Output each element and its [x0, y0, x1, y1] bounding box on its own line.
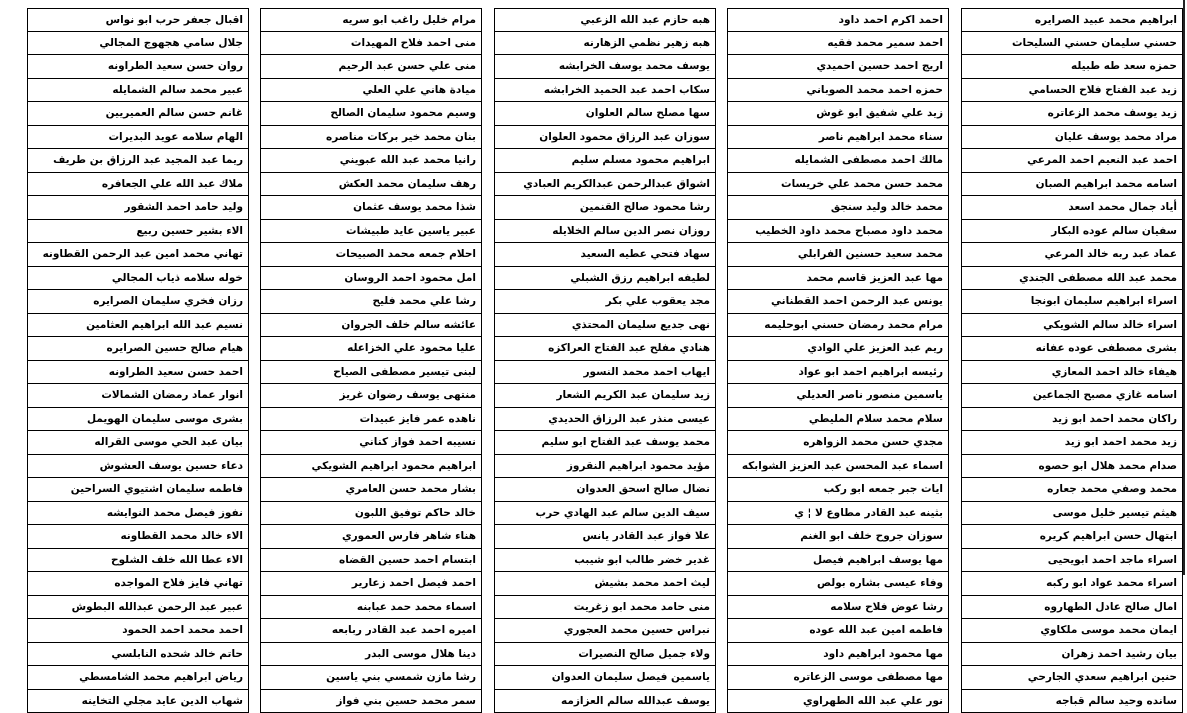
- name-cell: سها مصلح سالم العلوان: [494, 102, 716, 126]
- name-cell: هيام صالح حسين الصرايره: [27, 337, 249, 361]
- name-cell: ايهاب احمد محمد النسور: [494, 361, 716, 385]
- names-column-5: [27, 8, 249, 713]
- name-cell: رئيسه ابراهيم احمد ابو عواد: [727, 361, 949, 385]
- name-cell: ايات جبر جمعه ابو ركب: [727, 478, 949, 502]
- name-cell: نبراس حسين محمد العجوري: [494, 619, 716, 643]
- name-cell: نضال صالح اسحق العدوان: [494, 478, 716, 502]
- name-cell: الهام سلامه عويد البديرات: [27, 126, 249, 150]
- name-cell: ريما عبد المجيد عبد الرزاق بن طريف: [27, 149, 249, 173]
- name-cell: محمد وصفي محمد جعاره: [961, 478, 1183, 502]
- name-cell: زيد عبد الفتاح فلاح الحسامي: [961, 79, 1183, 103]
- name-cell: منتهى يوسف رضوان غريز: [260, 384, 482, 408]
- name-cell: وفاء عيسى بشاره بولص: [727, 572, 949, 596]
- name-cell: احمد سمير محمد فقيه: [727, 32, 949, 56]
- name-cell: سناء محمد ابراهيم ناصر: [727, 126, 949, 150]
- name-cell: عماد عبد ربه خالد المرعي: [961, 243, 1183, 267]
- name-cell: وسيم محمود سليمان الصالح: [260, 102, 482, 126]
- name-cell: محمد حسن محمد علي خريسات: [727, 173, 949, 197]
- name-cell: يوسف عبدالله سالم العزازمه: [494, 690, 716, 713]
- name-cell: عائشه سالم خلف الجروان: [260, 314, 482, 338]
- name-cell: انوار عماد رمضان الشمالات: [27, 384, 249, 408]
- name-cell: اسراء ماجد احمد ابويحيى: [961, 549, 1183, 573]
- name-cell: رشا مازن شمسي بني ياسين: [260, 666, 482, 690]
- name-cell: اسراء محمد عواد ابو ركبه: [961, 572, 1183, 596]
- name-cell: احلام جمعه محمد الصبيحات: [260, 243, 482, 267]
- name-cell: سكاب احمد عبد الحميد الخرابشه: [494, 79, 716, 103]
- name-cell: خالد حاكم توفيق اللبون: [260, 502, 482, 526]
- name-cell: مها عبد العزيز قاسم محمد: [727, 267, 949, 291]
- name-cell: زيد يوسف محمد الزعاتره: [961, 102, 1183, 126]
- name-cell: احمد حسن سعيد الطراونه: [27, 361, 249, 385]
- name-cell: سلام محمد سلام المليطي: [727, 408, 949, 432]
- name-cell: لبنى تيسير مصطفى الصياح: [260, 361, 482, 385]
- name-cell: عبير محمد سالم الشمايله: [27, 79, 249, 103]
- names-column-2: [727, 8, 949, 713]
- name-cell: سوزان عبد الرزاق محمود العلوان: [494, 126, 716, 150]
- name-cell: علا فواز عبد القادر يانس: [494, 525, 716, 549]
- name-cell: زيد سليمان عبد الكريم الشعار: [494, 384, 716, 408]
- name-cell: بثينه عبد القادر مطاوع لا ¦ ي: [727, 502, 949, 526]
- name-cell: لطيفه ابراهيم رزق الشبلي: [494, 267, 716, 291]
- name-cell: شذا محمد يوسف عثمان: [260, 196, 482, 220]
- name-cell: بيان رشيد احمد زهران: [961, 643, 1183, 667]
- name-cell: امل محمود احمد الروسان: [260, 267, 482, 291]
- name-cell: رزان فخري سليمان الصرايره: [27, 290, 249, 314]
- name-cell: مها يوسف ابراهيم فيصل: [727, 549, 949, 573]
- right-edge-rule: [1183, 0, 1185, 575]
- name-cell: منى احمد فلاح المهيدات: [260, 32, 482, 56]
- name-cell: بيان عبد الحي موسى القراله: [27, 431, 249, 455]
- name-cell: رشا محمود صالح القنمين: [494, 196, 716, 220]
- name-cell: غدير خضر طالب ابو شيبب: [494, 549, 716, 573]
- name-cell: مرام خليل راغب ابو سريه: [260, 8, 482, 32]
- name-cell: مجدي حسن محمد الزواهره: [727, 431, 949, 455]
- name-cell: بشرى مصطفى عوده عفانه: [961, 337, 1183, 361]
- name-cell: ليث احمد محمد بشيش: [494, 572, 716, 596]
- name-cell: ميادة هاني علي العلي: [260, 79, 482, 103]
- name-cell: سوزان جروح خلف ابو الغنم: [727, 525, 949, 549]
- name-cell: أياد جمال محمد اسعد: [961, 196, 1183, 220]
- name-cell: فاطمه امين عبد الله عوده: [727, 619, 949, 643]
- name-cell: سفيان سالم عوده البكار: [961, 220, 1183, 244]
- name-cell: عبير ياسين عايد طبيشات: [260, 220, 482, 244]
- name-cell: زيد محمد احمد ابو زيد: [961, 431, 1183, 455]
- name-cell: ابراهيم محمود ابراهيم الشويكي: [260, 455, 482, 479]
- name-cell: ايمان محمد موسى ملكاوي: [961, 619, 1183, 643]
- name-cell: منى علي حسن عبد الرحيم: [260, 55, 482, 79]
- names-column-1: [961, 8, 1183, 713]
- name-cell: سانده وحيد سالم قباجه: [961, 690, 1183, 713]
- name-cell: رشا عوض فلاح سلامه: [727, 596, 949, 620]
- names-column-4: [260, 8, 482, 713]
- name-cell: اميره احمد عبد القادر ربابعه: [260, 619, 482, 643]
- name-cell: بشرى موسى سليمان الهويمل: [27, 408, 249, 432]
- name-cell: مها محمود ابراهيم داود: [727, 643, 949, 667]
- name-cell: احمد فيصل احمد زعارير: [260, 572, 482, 596]
- name-cell: محمد عبد الله مصطفى الجندي: [961, 267, 1183, 291]
- name-cell: يونس عبد الرحمن احمد القطناني: [727, 290, 949, 314]
- name-cell: مؤيد محمود ابراهيم النقروز: [494, 455, 716, 479]
- name-cell: حاتم خالد شحده النابلسي: [27, 643, 249, 667]
- name-cell: هبه حازم عبد الله الزعبي: [494, 8, 716, 32]
- name-cell: نهى جديع سليمان المحتذي: [494, 314, 716, 338]
- name-cell: دعاء حسين يوسف العشوش: [27, 455, 249, 479]
- name-cell: هبه زهير نظمي الزهارنه: [494, 32, 716, 56]
- name-cell: سيف الدين سالم عبد الهادي حرب: [494, 502, 716, 526]
- name-cell: دينا هلال موسى البدر: [260, 643, 482, 667]
- name-cell: تهاني محمد امين عبد الرحمن القطاونه: [27, 243, 249, 267]
- name-cell: رشا علي محمد فليح: [260, 290, 482, 314]
- name-cell: ريم عبد العزيز علي الوادي: [727, 337, 949, 361]
- name-cell: محمد سعيد حسنين الفرابلي: [727, 243, 949, 267]
- name-cell: ناهده عمر فايز عبيدات: [260, 408, 482, 432]
- name-cell: هنادي مفلح عبد الفتاح العراكزه: [494, 337, 716, 361]
- name-cell: ابتسام احمد حسين القضاه: [260, 549, 482, 573]
- name-cell: اسراء خالد سالم الشويكي: [961, 314, 1183, 338]
- name-cell: عيسى منذر عبد الرزاق الحديدي: [494, 408, 716, 432]
- name-cell: محمد خالد وليد سنجق: [727, 196, 949, 220]
- name-cell: هيفاء خالد احمد المعازي: [961, 361, 1183, 385]
- name-cell: احمد محمد احمد الحمود: [27, 619, 249, 643]
- name-cell: امال صالح عادل الطهاروه: [961, 596, 1183, 620]
- name-cell: اشواق عبدالرحمن عبدالكريم العبادي: [494, 173, 716, 197]
- name-cell: سمر محمد حسين بني فواز: [260, 690, 482, 713]
- name-cell: ابراهيم محمد عبيد الصرايره: [961, 8, 1183, 32]
- name-cell: مالك احمد مصطفى الشمايله: [727, 149, 949, 173]
- name-cell: نسيم عبد الله ابراهيم العثامين: [27, 314, 249, 338]
- name-cell: نسيبه احمد فواز كناني: [260, 431, 482, 455]
- name-cell: محمد يوسف عبد الفتاح ابو سليم: [494, 431, 716, 455]
- name-cell: اريج احمد حسين احميدي: [727, 55, 949, 79]
- name-cell: بشار محمد حسن العامري: [260, 478, 482, 502]
- name-cell: ملاك عبد الله علي الجعافره: [27, 173, 249, 197]
- name-cell: حمزه احمد محمد الصوباني: [727, 79, 949, 103]
- name-cell: صدام محمد هلال ابو حصوه: [961, 455, 1183, 479]
- name-cell: وليد حامد احمد الشقور: [27, 196, 249, 220]
- name-cell: رياض ابراهيم محمد الشامسطي: [27, 666, 249, 690]
- name-cell: منى حامد محمد ابو زغريت: [494, 596, 716, 620]
- name-cell: اسامه محمد ابراهيم الصبان: [961, 173, 1183, 197]
- name-cell: رهف سليمان محمد العكش: [260, 173, 482, 197]
- name-cell: حمزه سعد طه طبيله: [961, 55, 1183, 79]
- name-cell: شهاب الدين عايد مجلي التخاينه: [27, 690, 249, 713]
- name-cell: مجد يعقوب علي بكر: [494, 290, 716, 314]
- name-cell: تهاني فايز فلاح المواجده: [27, 572, 249, 596]
- name-cell: حسني سليمان حسني السليحات: [961, 32, 1183, 56]
- name-cell: زيد علي شفيق ابو غوش: [727, 102, 949, 126]
- name-cell: نور علي عبد الله الطهراوي: [727, 690, 949, 713]
- name-cell: جلال سامي هجهوج المجالي: [27, 32, 249, 56]
- name-cell: هناء شاهر فارس العموري: [260, 525, 482, 549]
- name-cell: الاء خالد محمد القطاونه: [27, 525, 249, 549]
- name-cell: محمد داود مصباح محمد داود الخطيب: [727, 220, 949, 244]
- name-cell: ابتهال حسن ابراهيم كريره: [961, 525, 1183, 549]
- name-cell: عبير عبد الرحمن عبدالله البطوش: [27, 596, 249, 620]
- names-column-3: [494, 8, 716, 713]
- name-cell: اسراء ابراهيم سليمان ابونجا: [961, 290, 1183, 314]
- name-cell: يوسف محمد يوسف الخرابشه: [494, 55, 716, 79]
- name-cell: فاطمه سليمان اشتيوي السراحين: [27, 478, 249, 502]
- name-cell: الاء بشير حسين ربيع: [27, 220, 249, 244]
- name-cell: الاء عطا الله خلف الشلوح: [27, 549, 249, 573]
- name-cell: مراد محمد يوسف عليان: [961, 126, 1183, 150]
- name-cell: اسامه غازي مصبح الجماعين: [961, 384, 1183, 408]
- name-cell: اقبال جعفر حرب ابو نواس: [27, 8, 249, 32]
- name-cell: حنين ابراهيم سعدي الجارحي: [961, 666, 1183, 690]
- name-cell: اسماء عبد المحسن عبد العزيز الشوابكه: [727, 455, 949, 479]
- name-cell: بنان محمد خير بركات مناصره: [260, 126, 482, 150]
- name-cell: غانم حسن سالم العميريين: [27, 102, 249, 126]
- name-cell: سهاد فتحي عطيه السعيد: [494, 243, 716, 267]
- name-cell: مرام محمد رمضان حسني ابوحليمه: [727, 314, 949, 338]
- name-cell: روان حسن سعيد الطراونه: [27, 55, 249, 79]
- name-cell: ياسمين فيصل سليمان العدوان: [494, 666, 716, 690]
- name-cell: روزان نصر الدين سالم الخلايله: [494, 220, 716, 244]
- name-cell: عليا محمود علي الخزاعله: [260, 337, 482, 361]
- name-cell: ابراهيم محمود مسلم سليم: [494, 149, 716, 173]
- name-cell: مها مصطفى موسى الزعاتره: [727, 666, 949, 690]
- name-cell: نفوز فيصل محمد النوايشه: [27, 502, 249, 526]
- name-cell: اسماء محمد حمد عبابنه: [260, 596, 482, 620]
- name-cell: خوله سلامه ذياب المجالي: [27, 267, 249, 291]
- name-cell: هيثم تيسير خليل موسى: [961, 502, 1183, 526]
- name-cell: راكان محمد احمد ابو زيد: [961, 408, 1183, 432]
- name-cell: احمد عبد النعيم احمد المرعي: [961, 149, 1183, 173]
- name-cell: ياسمين منصور ناصر العديلي: [727, 384, 949, 408]
- name-cell: رانيا محمد عبد الله عبويني: [260, 149, 482, 173]
- name-cell: احمد اكرم احمد داود: [727, 8, 949, 32]
- name-cell: ولاء جميل صالح النصيرات: [494, 643, 716, 667]
